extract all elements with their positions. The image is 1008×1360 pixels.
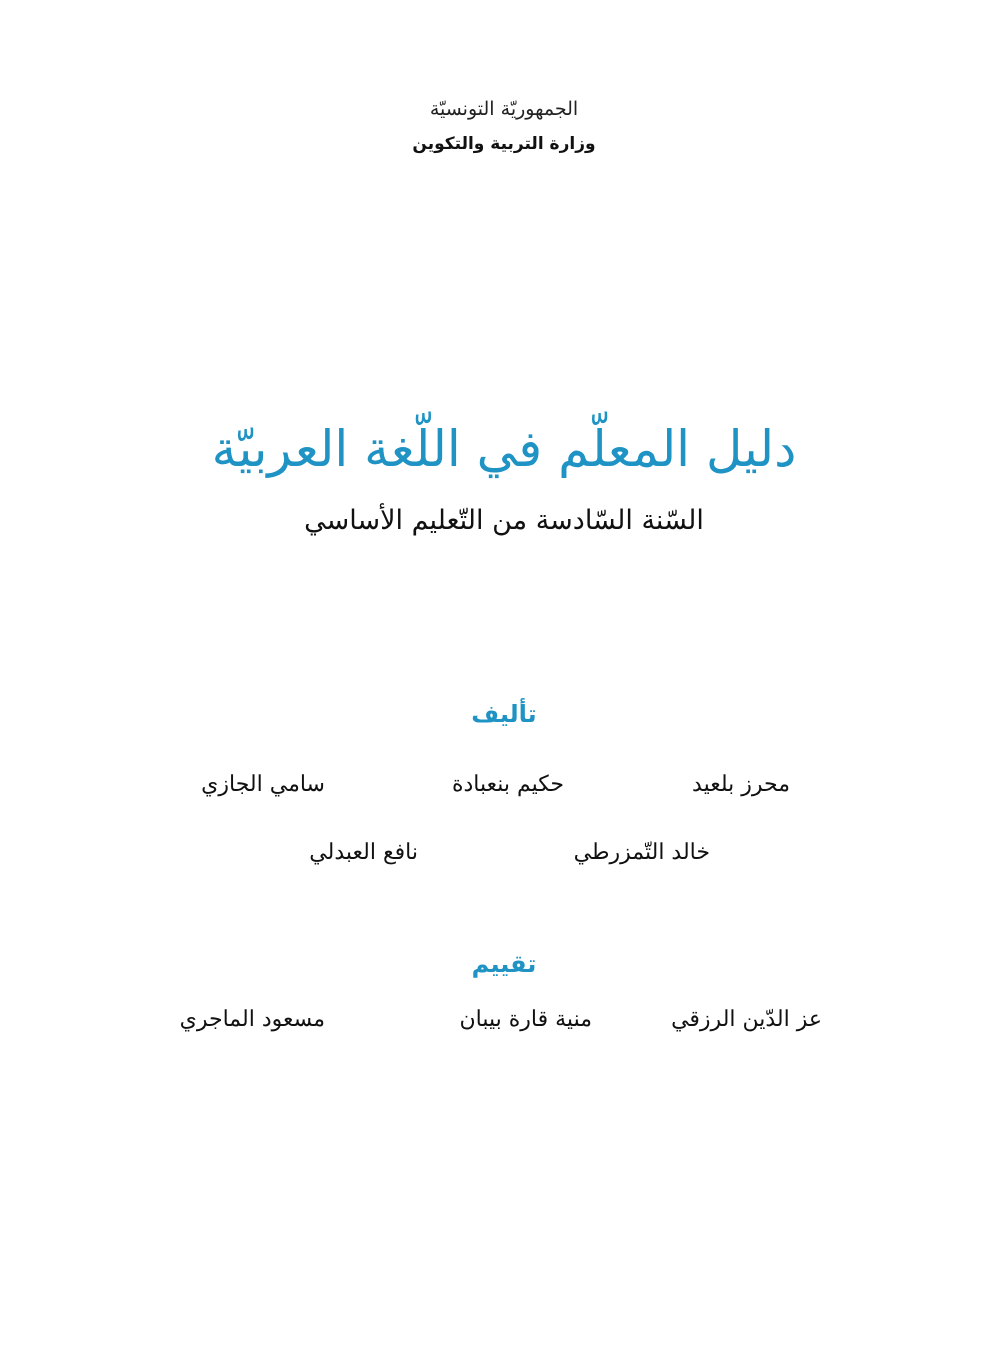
author-name: سامي الجازي	[201, 772, 325, 797]
evaluator-name: منية قارة بيبان	[459, 1007, 592, 1032]
evaluation-heading: تقييم	[471, 950, 537, 978]
author-name: محرز بلعيد	[692, 772, 790, 797]
ministry-name: وزارة التربية والتكوين	[412, 134, 596, 154]
page-subtitle: السّنة السّادسة من التّعليم الأساسي	[304, 505, 704, 536]
page-title: دليل المعلّم في اللّغة العربيّة	[211, 420, 797, 478]
author-name: نافع العبدلي	[309, 840, 418, 865]
evaluator-name: عز الدّين الرزقي	[671, 1007, 822, 1032]
authors-heading: تأليف	[471, 700, 537, 728]
republic-name: الجمهوريّة التونسيّة	[429, 98, 579, 120]
evaluator-name: مسعود الماجري	[179, 1007, 325, 1032]
author-name: خالد التّمزرطي	[573, 840, 710, 865]
author-name: حكيم بنعبادة	[451, 772, 564, 797]
